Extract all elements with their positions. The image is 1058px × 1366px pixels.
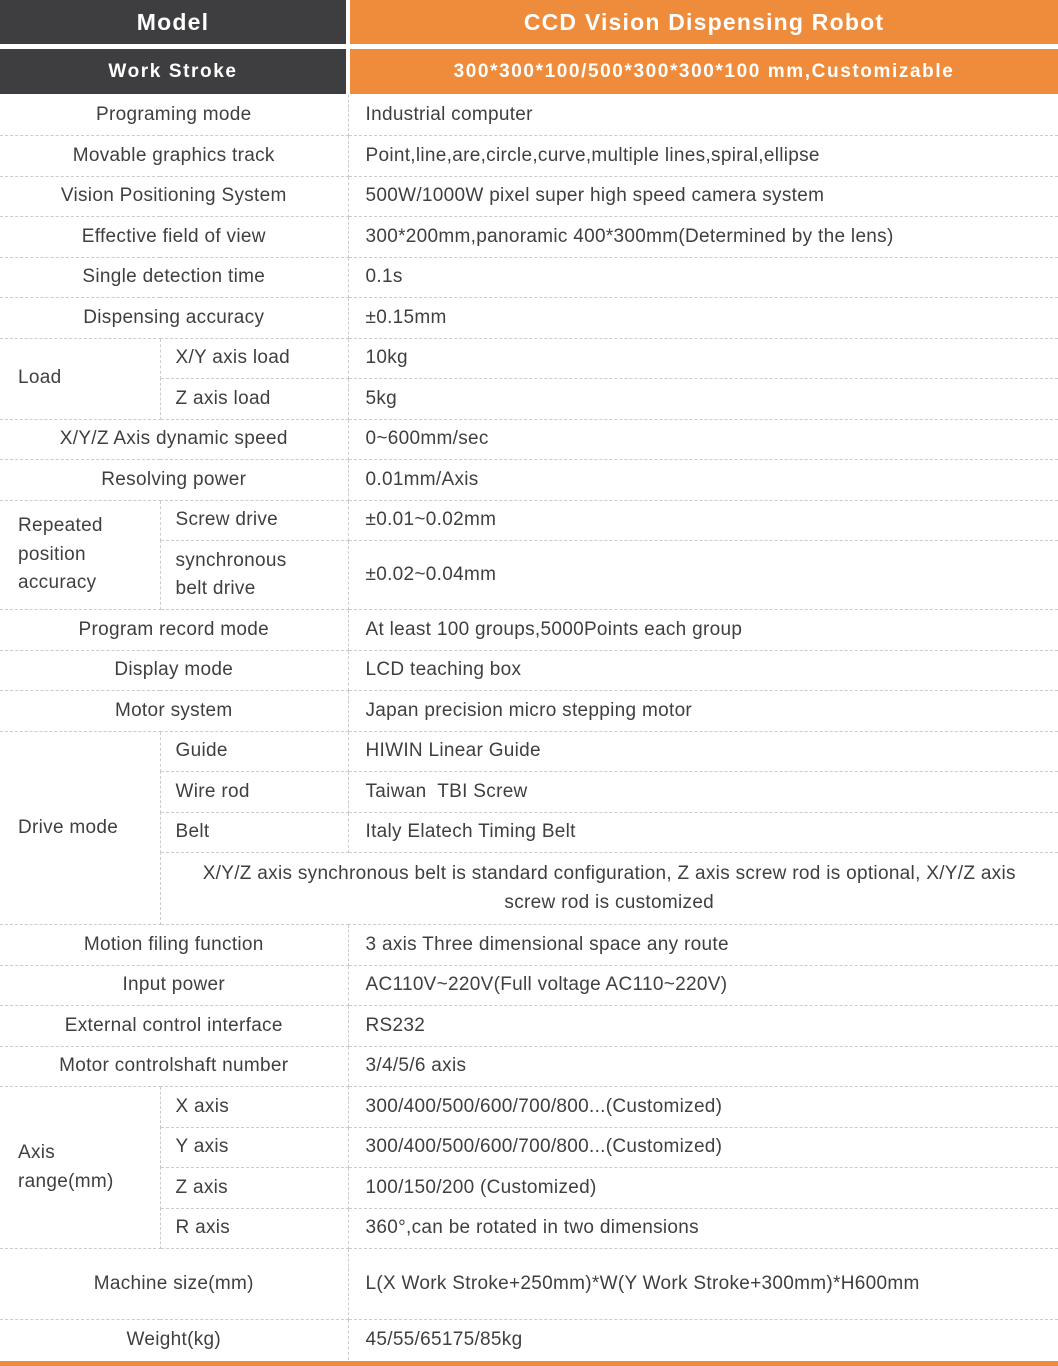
row-label: X/Y/Z Axis dynamic speed: [0, 419, 348, 460]
row-value: 300/400/500/600/700/800...(Customized): [348, 1127, 1058, 1168]
bottom-accent-bar: [0, 1361, 1058, 1366]
row-axis-range-x: [0, 1087, 1058, 1128]
group-label-load: Load: [0, 338, 160, 419]
sub-label: Y axis: [160, 1127, 348, 1168]
row-value: ±0.01~0.02mm: [348, 500, 1058, 541]
row-drive-mode-guide: [0, 731, 1058, 772]
row-value: 300/400/500/600/700/800...(Customized): [348, 1087, 1058, 1128]
row-label: Effective field of view: [0, 217, 348, 258]
model-value-cell: CCD Vision Dispensing Robot: [350, 0, 1058, 44]
row-weight: [0, 1320, 1058, 1361]
row-xyz-axis-dynamic-speed: [0, 419, 1058, 460]
header-row-model: [0, 0, 1058, 44]
sub-label: X axis: [160, 1087, 348, 1128]
row-value: 3 axis Three dimensional space any route: [348, 925, 1058, 966]
row-value: 300*200mm,panoramic 400*300mm(Determined by the lens): [348, 217, 1058, 258]
row-programing-mode: [0, 95, 1058, 136]
group-label-repeated-position-accuracy: Repeated position accuracy: [0, 500, 160, 610]
row-value: AC110V~220V(Full voltage AC110~220V): [348, 965, 1058, 1006]
row-movable-graphics-track: [0, 136, 1058, 177]
row-value: 10kg: [348, 338, 1058, 379]
header-row-work-stroke: [0, 49, 1058, 94]
row-value: L(X Work Stroke+250mm)*W(Y Work Stroke+300mm)*H600mm: [348, 1249, 1058, 1320]
row-repeated-accuracy-screw: [0, 500, 1058, 541]
row-value: Japan precision micro stepping motor: [348, 691, 1058, 732]
row-label: Vision Positioning System: [0, 176, 348, 217]
group-label-axis-range: Axis range(mm): [0, 1087, 160, 1249]
row-label: Weight(kg): [0, 1320, 348, 1361]
row-value: HIWIN Linear Guide: [348, 731, 1058, 772]
row-value: RS232: [348, 1006, 1058, 1047]
row-label: Single detection time: [0, 257, 348, 298]
row-label: Motor system: [0, 691, 348, 732]
sub-label: synchronous belt drive: [160, 541, 348, 610]
row-label: Motor controlshaft number: [0, 1046, 348, 1087]
row-value: Taiwan TBI Screw: [348, 772, 1058, 813]
row-load-xy-axis: [0, 338, 1058, 379]
row-program-record-mode: [0, 610, 1058, 651]
row-label: Display mode: [0, 650, 348, 691]
row-dispensing-accuracy: [0, 298, 1058, 339]
row-input-power: [0, 965, 1058, 1006]
row-value: ±0.02~0.04mm: [348, 541, 1058, 610]
row-resolving-power: [0, 460, 1058, 501]
row-machine-size: [0, 1249, 1058, 1320]
row-vision-positioning-system: [0, 176, 1058, 217]
row-value: At least 100 groups,5000Points each group: [348, 610, 1058, 651]
group-label-drive-mode: Drive mode: [0, 731, 160, 925]
model-header-cell: Model: [0, 0, 346, 44]
row-label: Programing mode: [0, 95, 348, 136]
row-value: 3/4/5/6 axis: [348, 1046, 1058, 1087]
row-value: 0.1s: [348, 257, 1058, 298]
row-value: LCD teaching box: [348, 650, 1058, 691]
sub-label: X/Y axis load: [160, 338, 348, 379]
row-external-control-interface: [0, 1006, 1058, 1047]
sub-label: Guide: [160, 731, 348, 772]
row-value: 5kg: [348, 379, 1058, 420]
row-label: Program record mode: [0, 610, 348, 651]
row-label: Dispensing accuracy: [0, 298, 348, 339]
row-value: ±0.15mm: [348, 298, 1058, 339]
row-value: 0~600mm/sec: [348, 419, 1058, 460]
sub-label: R axis: [160, 1208, 348, 1249]
row-value: 500W/1000W pixel super high speed camera system: [348, 176, 1058, 217]
row-value: 360°,can be rotated in two dimensions: [348, 1208, 1058, 1249]
spec-table: [0, 95, 1058, 1360]
row-value: 100/150/200 (Customized): [348, 1168, 1058, 1209]
row-motion-filing-function: [0, 925, 1058, 966]
row-label: Resolving power: [0, 460, 348, 501]
table-header: [0, 0, 1058, 95]
row-label: Input power: [0, 965, 348, 1006]
row-value: 45/55/65175/85kg: [365, 1328, 523, 1350]
sub-label: Screw drive: [160, 500, 348, 541]
row-value: Italy Elatech Timing Belt: [348, 812, 1058, 853]
sub-label: Z axis load: [160, 379, 348, 420]
sub-label: Wire rod: [160, 772, 348, 813]
row-motor-system: [0, 691, 1058, 732]
row-value: 0.01mm/Axis: [348, 460, 1058, 501]
drive-mode-note: X/Y/Z axis synchronous belt is standard configuration, Z axis screw rod is optional, X/Y/Z axis screw rod is customized: [160, 853, 1058, 925]
row-display-mode: [0, 650, 1058, 691]
row-single-detection-time: [0, 257, 1058, 298]
work-stroke-header-cell: Work Stroke: [0, 49, 346, 94]
sub-label: Z axis: [160, 1168, 348, 1209]
row-effective-field-of-view: [0, 217, 1058, 258]
row-value: Point,line,are,circle,curve,multiple lines,spiral,ellipse: [348, 136, 1058, 177]
row-label: Movable graphics track: [0, 136, 348, 177]
row-label: External control interface: [0, 1006, 348, 1047]
sub-label: Belt: [160, 812, 348, 853]
row-label: Machine size(mm): [0, 1249, 348, 1320]
work-stroke-value-cell: 300*300*100/500*300*300*100 mm,Customizable: [350, 49, 1058, 94]
row-label: Motion filing function: [0, 925, 348, 966]
row-value: Industrial computer: [348, 95, 1058, 136]
row-motor-controlshaft-number: [0, 1046, 1058, 1087]
